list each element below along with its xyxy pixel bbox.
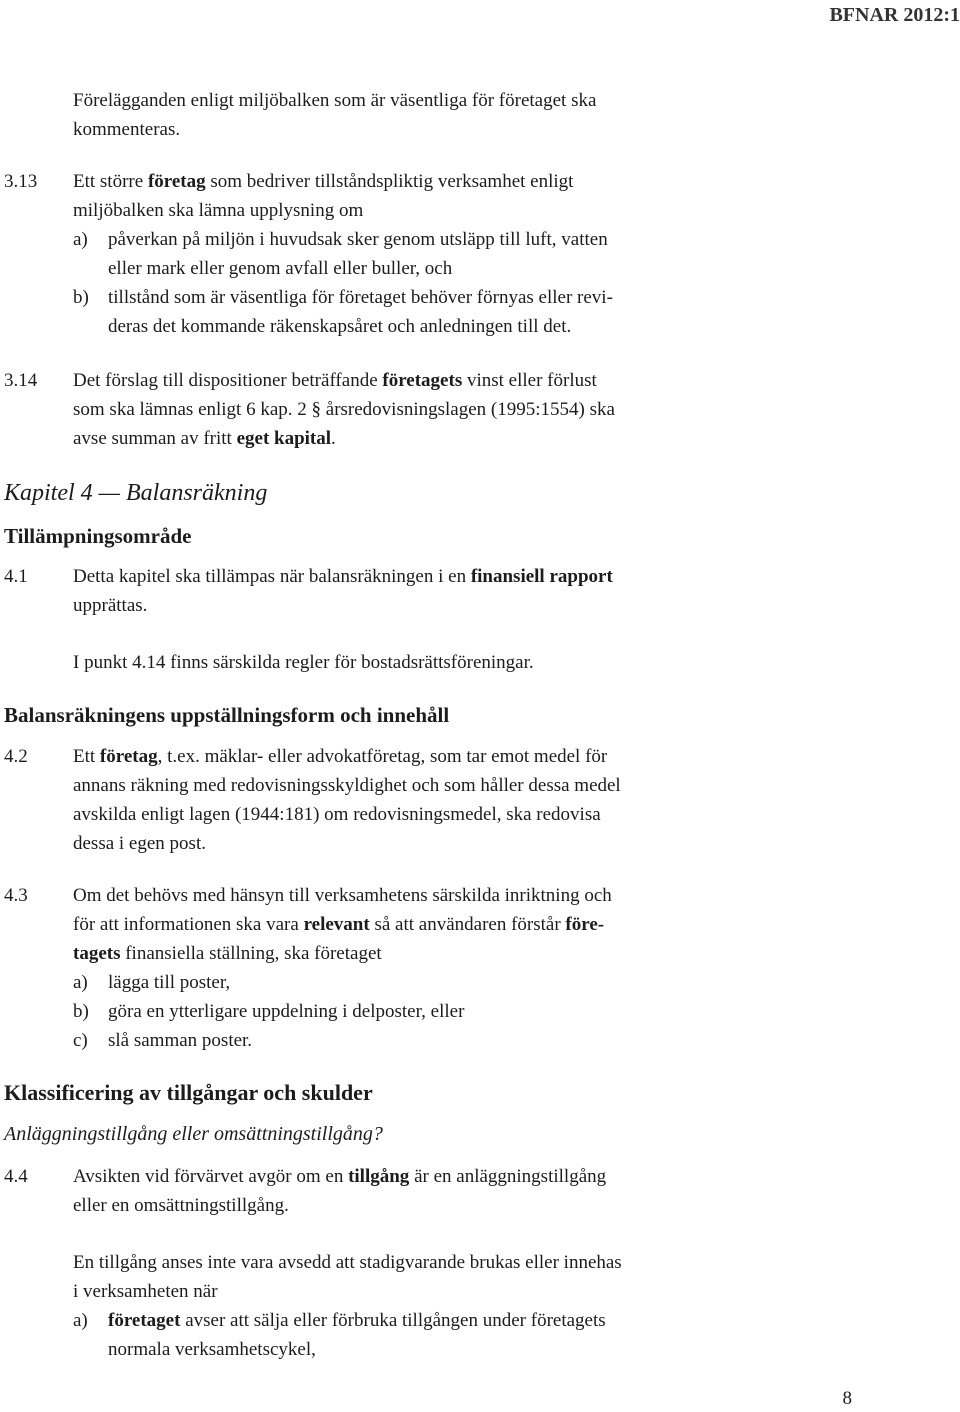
text-line: Om det behövs med hänsyn till verksamhetens särskilda inriktning och (73, 885, 612, 906)
section-4-1-note (73, 648, 753, 677)
text-line: tagets finansiella ställning, ska företaget (73, 943, 382, 964)
list-label: a) (73, 229, 88, 250)
section-heading: Tillämpningsområde (4, 524, 192, 548)
text-line: avse summan av fritt eget kapital. (73, 428, 336, 449)
text-line: avskilda enligt lagen (1944:181) om redovisningsmedel, ska redovisa (73, 804, 601, 825)
list-item-continuation: deras det kommande räkenskapsåret och anledningen till det. (108, 316, 572, 337)
defined-term: tillgång (348, 1166, 410, 1187)
list-label: b) (73, 287, 89, 308)
defined-term: företag (147, 171, 206, 192)
text-line: Ett större företag som bedriver tillståndspliktig verksamhet enligt (73, 171, 574, 192)
text-line: dessa i egen post. (73, 833, 206, 854)
subsection-heading: Anläggningstillgång eller omsättningstillgång? (4, 1123, 383, 1145)
section-3-13 (73, 167, 753, 341)
intro-line: kommenteras. (73, 119, 181, 140)
text-line: Ett företag, t.ex. mäklar- eller advokatföretag, som tar emot medel för (73, 746, 608, 767)
section-heading: Balansräkningens uppställningsform och innehåll (4, 703, 450, 727)
text-line: annans räkning med redovisningsskyldighet och som håller dessa medel (73, 775, 621, 796)
defined-term: företag (99, 746, 158, 767)
text-line: för att informationen ska vara relevant så att användaren förstår före- (73, 914, 605, 935)
section-4-2 (73, 742, 753, 858)
list-item: b) göra en ytterligare uppdelning i delposter, eller (73, 997, 753, 1026)
defined-term: tagets (73, 943, 121, 964)
defined-term: före- (565, 914, 605, 935)
list-item-continuation: eller mark eller genom avfall eller buller, och (108, 258, 453, 279)
defined-term: företagets (382, 370, 463, 391)
text-line: i verksamheten när (73, 1281, 218, 1302)
defined-term: eget kapital (236, 428, 332, 449)
page-number: 8 (842, 1388, 852, 1409)
list-item: c) slå samman poster. (73, 1026, 753, 1055)
list-label: a) (73, 972, 88, 993)
list-label: c) (73, 1030, 88, 1051)
text-line: En tillgång anses inte vara avsedd att stadigvarande brukas eller innehas (73, 1252, 622, 1273)
section-heading: Klassificering av tillgångar och skulder (4, 1080, 373, 1105)
list-item: b) tillstånd som är väsentliga för företaget behöver förnyas eller revi- (73, 283, 753, 312)
section-3-14 (73, 366, 753, 453)
list-item: a) påverkan på miljön i huvudsak sker genom utsläpp till luft, vatten (73, 225, 753, 254)
defined-term: företaget (108, 1310, 181, 1331)
defined-term: finansiell rapport (470, 566, 613, 587)
list-item: a) lägga till poster, (73, 968, 753, 997)
text-line: Detta kapitel ska tillämpas när balansräkningen i en finansiell rapport (73, 566, 613, 587)
list-item-continuation: normala verksamhetscykel, (108, 1339, 316, 1360)
text-line: som ska lämnas enligt 6 kap. 2 § årsredovisningslagen (1995:1554) ska (73, 399, 615, 420)
list-label: b) (73, 1001, 89, 1022)
text-line: I punkt 4.14 finns särskilda regler för bostadsrättsföreningar. (73, 652, 534, 673)
text-line: Det förslag till dispositioner beträffande företagets vinst eller förlust (73, 370, 597, 391)
intro-paragraph (73, 86, 753, 144)
section-number: 3.13 (4, 171, 38, 192)
text-line: upprättas. (73, 595, 148, 616)
list-item: a) företaget avser att sälja eller förbruka tillgången under företagets (73, 1306, 753, 1335)
intro-line: Förelägganden enligt miljöbalken som är väsentliga för företaget ska (73, 90, 597, 111)
defined-term: relevant (303, 914, 370, 935)
text-line: miljöbalken ska lämna upplysning om (73, 200, 364, 221)
section-4-4 (73, 1162, 753, 1220)
section-number: 3.14 (4, 370, 38, 391)
text-line: eller en omsättningstillgång. (73, 1195, 289, 1216)
section-number: 4.1 (4, 566, 28, 587)
document-id-header: BFNAR 2012:1 (829, 4, 960, 26)
list-label: a) (73, 1310, 88, 1331)
section-number: 4.3 (4, 885, 28, 906)
text-line: Avsikten vid förvärvet avgör om en tillgång är en anläggningstillgång (73, 1166, 607, 1187)
chapter-title: Kapitel 4 — Balansräkning (4, 480, 268, 506)
section-4-4-paragraph-2 (73, 1248, 753, 1364)
section-4-3 (73, 881, 753, 1055)
section-number: 4.2 (4, 746, 28, 767)
section-4-1 (73, 562, 753, 620)
section-number: 4.4 (4, 1166, 28, 1187)
